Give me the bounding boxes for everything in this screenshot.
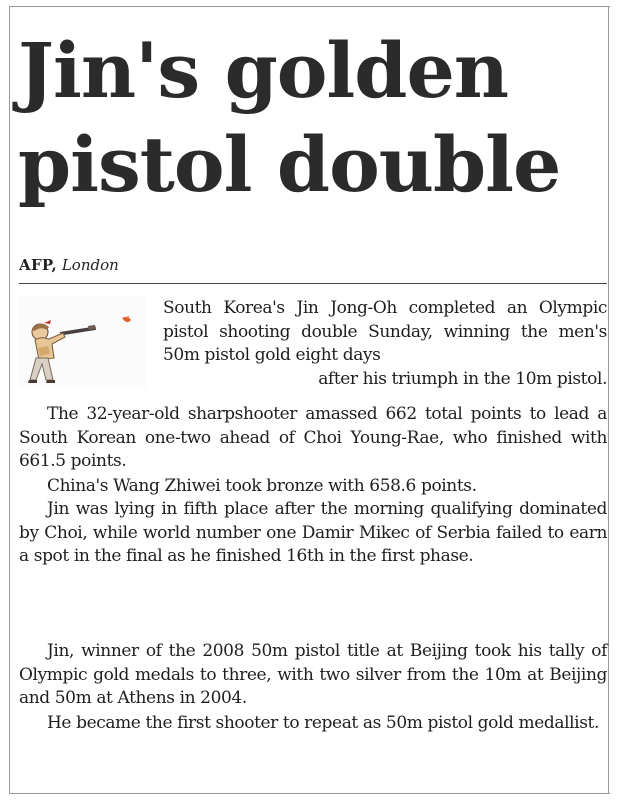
body-paragraph-4: Jin, winner of the 2008 50m pistol title at Beijing took his tally of Olympic gold medals to three, with two silver from the 10m at Beijing and 50m at Athens in 2004.: [19, 641, 607, 709]
body-paragraph-1: The 32-year-old sharpshooter amassed 662 total points to lead a South Korean one-two ahead of Choi Young-Rae, who finished with 661.5 points.: [19, 404, 607, 472]
lead-paragraph: [163, 297, 607, 391]
frame-left-rule: [9, 6, 10, 794]
byline-location: London: [61, 256, 119, 274]
byline-agency: AFP,: [19, 256, 58, 274]
frame-bottom-rule: [9, 793, 610, 794]
body-paragraph-5: He became the first shooter to repeat as 50m pistol gold medallist.: [47, 713, 599, 733]
headline: [18, 24, 608, 212]
body-paragraph-3: Jin was lying in fifth place after the morning qualifying dominated by Choi, while world number one Damir Mikec of Serbia failed to earn a spot in the final as he finished 16th in the first phase.: [19, 499, 607, 567]
frame-right-rule: [608, 6, 609, 794]
headline-line-2: pistol double: [18, 120, 561, 209]
headline-line-1: Jin's golden: [18, 26, 509, 115]
byline-rule: [19, 283, 607, 284]
lead-paragraph-text: South Korea's Jin Jong-Oh completed an Olympic pistol shooting double Sunday, winning the men's 50m pistol gold eight days: [163, 298, 607, 366]
lead-paragraph-last-line: after his triumph in the 10m pistol.: [318, 368, 607, 389]
frame-top-rule: [9, 6, 610, 7]
body-paragraph-2: China's Wang Zhiwei took bronze with 658.6 points.: [47, 476, 477, 496]
byline: [19, 256, 119, 274]
pistol-shooter-icon: [18, 296, 146, 388]
